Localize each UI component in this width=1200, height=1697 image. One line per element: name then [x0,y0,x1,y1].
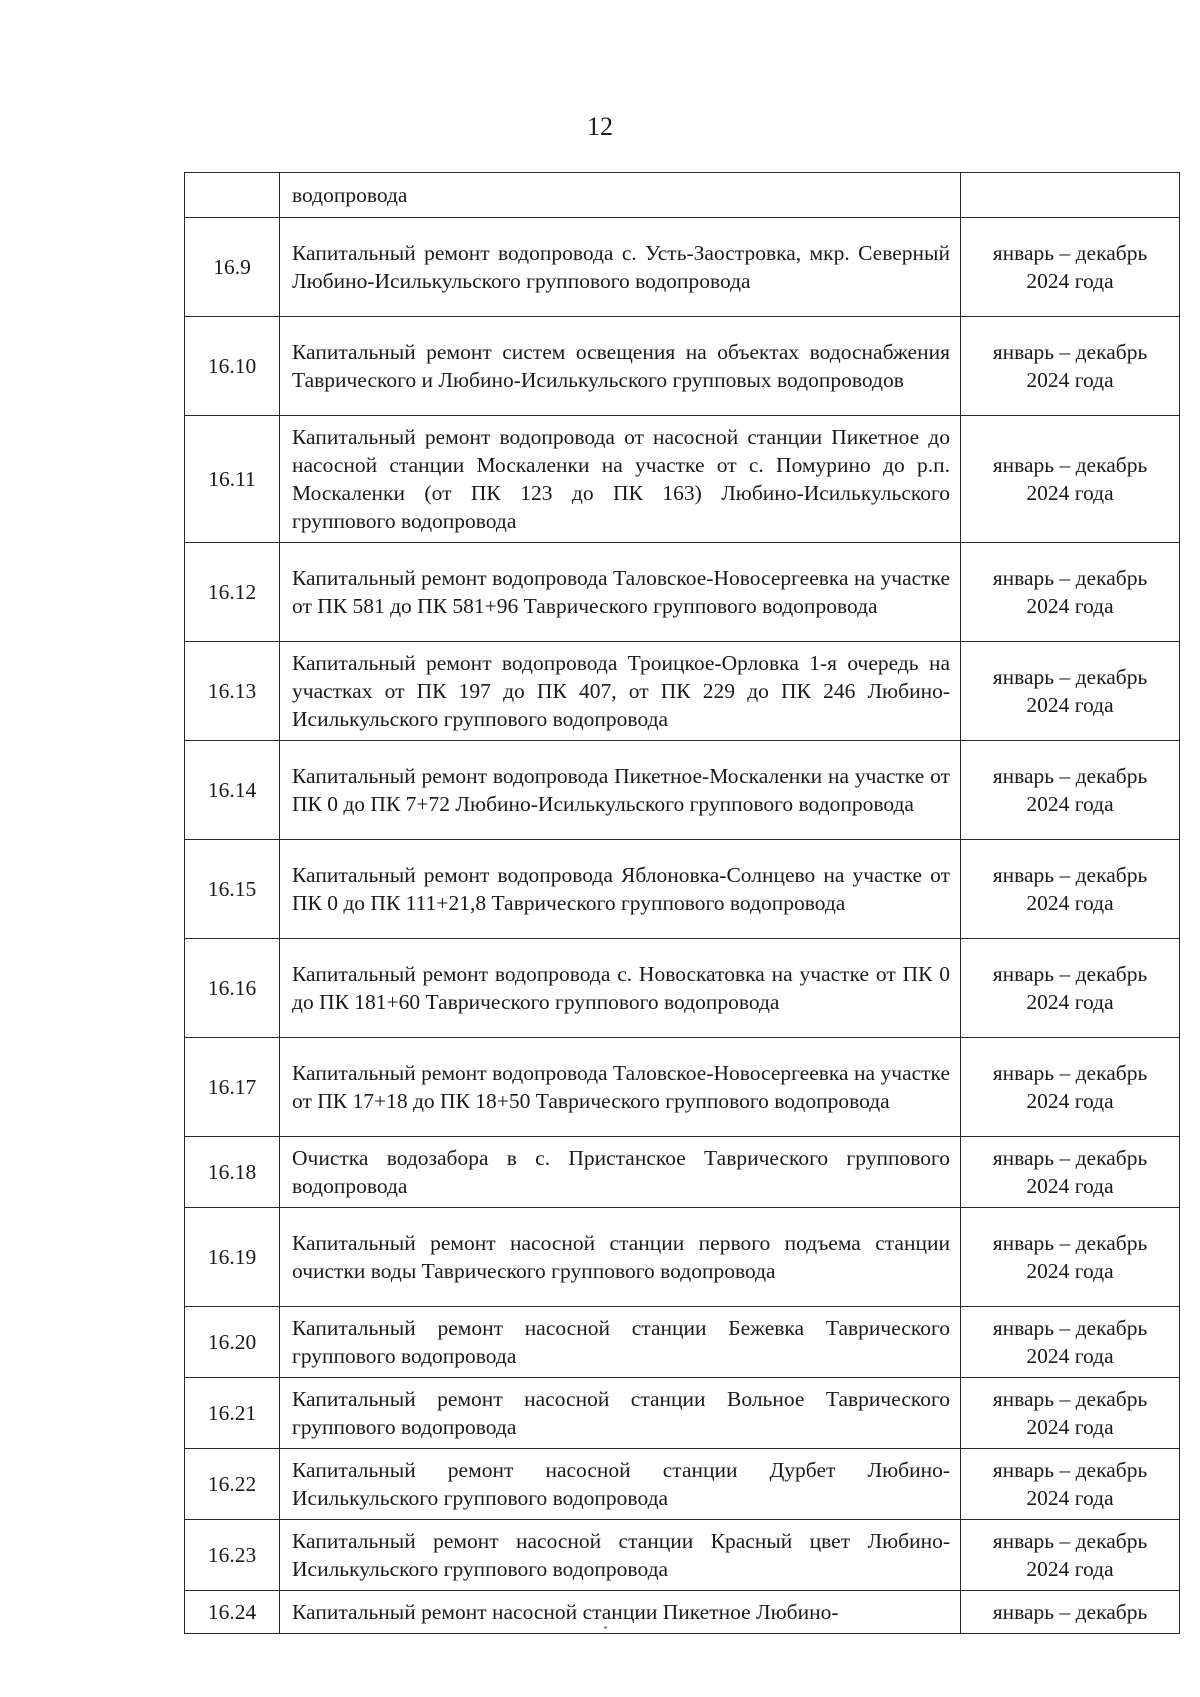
term-period: январь – декабрь [992,1146,1148,1170]
work-description: Капитальный ремонт насосной станции первого подъема станции очистки воды Таврического группового водопровода [280,1208,961,1307]
work-description: Очистка водозабора в с. Пристанское Таврического группового водопровода [280,1137,961,1208]
table-row [185,1591,1180,1634]
table-row [185,173,1180,218]
term-year: 2024 года [1026,1557,1114,1581]
work-term [961,317,1180,416]
work-term [961,939,1180,1038]
table-row [185,218,1180,317]
row-number: 16.14 [185,741,280,840]
row-number: 16.18 [185,1137,280,1208]
work-description: Капитальный ремонт водопровода с. Новоскатовка на участке от ПК 0 до ПК 181+60 Таврического группового водопровода [280,939,961,1038]
work-term [961,840,1180,939]
scan-speck [604,1626,607,1629]
row-number: 16.15 [185,840,280,939]
row-number: 16.11 [185,416,280,543]
work-term [961,741,1180,840]
table-row [185,939,1180,1038]
work-description: Капитальный ремонт водопровода с. Усть-Заостровка, мкр. Северный Любино-Исилькульского группового водопровода [280,218,961,317]
work-term [961,642,1180,741]
row-number: 16.21 [185,1378,280,1449]
row-number: 16.16 [185,939,280,1038]
table-row [185,1520,1180,1591]
term-year: 2024 года [1026,1344,1114,1368]
term-period: январь – декабрь [992,863,1148,887]
table-row [185,543,1180,642]
works-table [184,172,1180,1634]
term-year: 2024 года [1026,792,1114,816]
work-term [961,1307,1180,1378]
work-description: Капитальный ремонт водопровода Таловское-Новосергеевка на участке от ПК 17+18 до ПК 18+50 Таврического группового водопровода [280,1038,961,1137]
work-term [961,1137,1180,1208]
row-number: 16.24 [185,1591,280,1634]
work-description: Капитальный ремонт насосной станции Вольное Таврического группового водопровода [280,1378,961,1449]
work-description: Капитальный ремонт водопровода Таловское-Новосергеевка на участке от ПК 581 до ПК 581+96 Таврического группового водопровода [280,543,961,642]
term-year: 2024 года [1026,693,1114,717]
term-period: январь – декабрь [992,962,1148,986]
term-period: январь – декабрь [992,1231,1148,1255]
row-number: 16.22 [185,1449,280,1520]
work-description: Капитальный ремонт водопровода от насосной станции Пикетное до насосной станции Москаленки на участке от с. Помурино до р.п. Москаленки (от ПК 123 до ПК 163) Любино-Исилькульского группового водопровода [280,416,961,543]
table-row [185,840,1180,939]
term-year: 2024 года [1026,1486,1114,1510]
work-term [961,1378,1180,1449]
term-year: 2024 года [1026,594,1114,618]
work-term [961,218,1180,317]
term-year: 2024 года [1026,368,1114,392]
work-description: Капитальный ремонт насосной станции Красный цвет Любино-Исилькульского группового водопровода [280,1520,961,1591]
term-year: 2024 года [1026,1415,1114,1439]
term-period: январь – декабрь [992,1600,1148,1624]
row-number: 16.23 [185,1520,280,1591]
work-description: Капитальный ремонт насосной станции Пикетное Любино- [280,1591,961,1634]
work-description: Капитальный ремонт водопровода Яблоновка-Солнцево на участке от ПК 0 до ПК 111+21,8 Таврического группового водопровода [280,840,961,939]
work-description: Капитальный ремонт насосной станции Бежевка Таврического группового водопровода [280,1307,961,1378]
row-number: 16.10 [185,317,280,416]
row-number: 16.17 [185,1038,280,1137]
work-term [961,416,1180,543]
row-number: 16.19 [185,1208,280,1307]
term-year: 2024 года [1026,990,1114,1014]
table-row [185,1307,1180,1378]
term-period: январь – декабрь [992,1316,1148,1340]
term-period: январь – декабрь [992,241,1148,265]
table-row [185,1449,1180,1520]
term-period: январь – декабрь [992,1387,1148,1411]
term-period: январь – декабрь [992,665,1148,689]
table-row [185,416,1180,543]
table-row [185,1208,1180,1307]
row-number: 16.20 [185,1307,280,1378]
work-term [961,173,1180,218]
table-row [185,1038,1180,1137]
table-row [185,642,1180,741]
term-year: 2024 года [1026,891,1114,915]
work-description: Капитальный ремонт насосной станции Дурбет Любино-Исилькульского группового водопровода [280,1449,961,1520]
table-row [185,741,1180,840]
term-period: январь – декабрь [992,340,1148,364]
row-number: 16.13 [185,642,280,741]
work-term [961,1038,1180,1137]
work-description: Капитальный ремонт водопровода Пикетное-Москаленки на участке от ПК 0 до ПК 7+72 Любино-Исилькульского группового водопровода [280,741,961,840]
term-period: январь – декабрь [992,1458,1148,1482]
work-description: Капитальный ремонт систем освещения на объектах водоснабжения Таврического и Любино-Исилькульского групповых водопроводов [280,317,961,416]
row-number: 16.12 [185,543,280,642]
term-year: 2024 года [1026,1089,1114,1113]
term-year: 2024 года [1026,1174,1114,1198]
term-year: 2024 года [1026,481,1114,505]
row-number [185,173,280,218]
term-period: январь – декабрь [992,1061,1148,1085]
work-term [961,1449,1180,1520]
table-row [185,317,1180,416]
work-description: водопровода [280,173,961,218]
work-term [961,1208,1180,1307]
table-row [185,1137,1180,1208]
term-period: январь – декабрь [992,1529,1148,1553]
work-description: Капитальный ремонт водопровода Троицкое-Орловка 1-я очередь на участках от ПК 197 до ПК 407, от ПК 229 до ПК 246 Любино-Исилькульского группового водопровода [280,642,961,741]
work-term [961,543,1180,642]
term-year: 2024 года [1026,269,1114,293]
term-period: январь – декабрь [992,566,1148,590]
work-term [961,1520,1180,1591]
page-number: 12 [587,112,613,141]
work-term [961,1591,1180,1634]
term-period: январь – декабрь [992,764,1148,788]
term-period: январь – декабрь [992,453,1148,477]
table-row [185,1378,1180,1449]
term-year: 2024 года [1026,1259,1114,1283]
row-number: 16.9 [185,218,280,317]
